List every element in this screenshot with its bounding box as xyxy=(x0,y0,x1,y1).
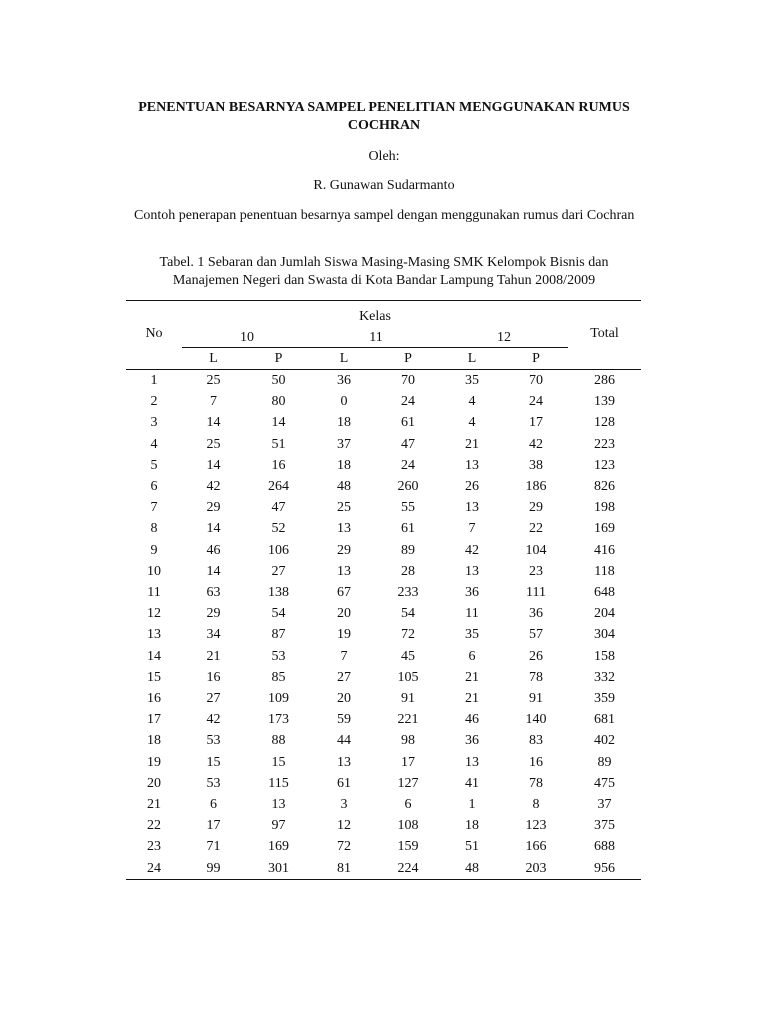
table-cell: 123 xyxy=(525,818,547,834)
row-number-cell: 24 xyxy=(126,858,182,880)
table-cell: 57 xyxy=(529,627,543,643)
table-cell: 97 xyxy=(271,818,286,834)
total-cell: 204 xyxy=(594,606,616,622)
table-cell: 91 xyxy=(529,691,543,707)
table-cell: 35 xyxy=(465,373,479,388)
table-cell: 25 xyxy=(206,436,221,452)
row-number-cell: 19 xyxy=(147,754,161,770)
row-number-cell: 7 xyxy=(150,500,158,516)
table-row xyxy=(126,434,641,455)
table-cell: 13 xyxy=(465,563,479,579)
table-cell: 78 xyxy=(529,669,543,685)
no-header: No xyxy=(126,301,182,370)
table-cell: 166 xyxy=(525,839,547,855)
table-cell: 29 xyxy=(206,500,221,516)
table-cell: 16 xyxy=(271,457,286,473)
table-cell: 47 xyxy=(271,500,286,516)
total-cell: 416 xyxy=(594,542,616,558)
table-row xyxy=(126,773,641,794)
table-cell: 71 xyxy=(206,839,221,855)
total-cell: 475 xyxy=(594,775,616,791)
table-row xyxy=(126,688,641,709)
table-row xyxy=(126,476,641,497)
table-cell: 14 xyxy=(206,521,221,537)
row-number-cell: 23 xyxy=(147,839,161,855)
author-name: R. Gunawan Sudarmanto xyxy=(313,178,455,193)
table-cell: 25 xyxy=(337,500,351,516)
table-cell: 17 xyxy=(401,754,415,770)
table-cell: 20 xyxy=(337,691,351,707)
table-cell: 203 xyxy=(504,858,568,880)
table-cell: 53 xyxy=(271,648,286,664)
table-cell: 28 xyxy=(401,563,415,579)
table-row xyxy=(126,561,641,582)
total-cell: 169 xyxy=(594,521,616,537)
table-cell: 13 xyxy=(465,500,479,516)
table-cell: 21 xyxy=(465,436,479,452)
table-row xyxy=(126,412,641,433)
table-cell: 224 xyxy=(376,858,440,880)
table-cell: 7 xyxy=(468,521,476,537)
class-header-12: 12 xyxy=(440,327,568,348)
table-cell: 15 xyxy=(271,754,286,770)
table-row xyxy=(126,752,641,773)
table-row xyxy=(126,370,641,392)
table-cell: 4 xyxy=(468,415,476,431)
table-row xyxy=(126,858,641,880)
table-cell: 6 xyxy=(404,797,412,813)
document-title xyxy=(128,99,640,135)
table-row xyxy=(126,518,641,539)
total-cell: 826 xyxy=(594,479,616,495)
table-cell: 173 xyxy=(268,712,289,728)
table-cell: 14 xyxy=(206,563,221,579)
table-cell: 24 xyxy=(529,394,543,410)
table-cell: 29 xyxy=(337,542,351,558)
table-row xyxy=(126,540,641,561)
table-cell: 37 xyxy=(337,436,351,452)
table-cell: 18 xyxy=(337,415,351,431)
table-cell: 61 xyxy=(401,415,415,431)
table-cell: 109 xyxy=(268,691,289,707)
table-cell: 83 xyxy=(529,733,543,749)
table-row xyxy=(126,709,641,730)
total-cell: 402 xyxy=(594,733,616,749)
table-cell: 20 xyxy=(337,606,351,622)
table-cell: 13 xyxy=(337,754,351,770)
table-cell: 260 xyxy=(397,479,419,495)
class-header-10: 10 xyxy=(182,327,312,348)
table-cell: 59 xyxy=(337,712,351,728)
title-line-2: COCHRAN xyxy=(347,118,421,133)
table-cell: 13 xyxy=(465,754,479,770)
gender-header: P xyxy=(245,348,312,370)
table-row xyxy=(126,391,641,412)
table-cell: 186 xyxy=(525,479,547,495)
class-header-row xyxy=(126,327,641,348)
table-cell: 80 xyxy=(271,394,286,410)
table-row xyxy=(126,582,641,603)
table-cell: 85 xyxy=(271,669,286,685)
row-number-cell: 9 xyxy=(150,542,158,558)
table-cell: 13 xyxy=(271,797,286,813)
table-cell: 13 xyxy=(337,563,351,579)
table-cell: 169 xyxy=(268,839,289,855)
table-cell: 17 xyxy=(529,415,543,431)
table-cell: 42 xyxy=(206,712,221,728)
table-cell: 36 xyxy=(529,606,543,622)
table-body xyxy=(126,370,641,880)
table-cell: 25 xyxy=(206,373,221,388)
gender-header: P xyxy=(504,348,568,370)
table-cell: 14 xyxy=(271,415,286,431)
table-cell: 44 xyxy=(337,733,351,749)
total-cell: 956 xyxy=(568,858,641,880)
table-cell: 13 xyxy=(465,457,479,473)
table-cell: 42 xyxy=(465,542,479,558)
class-header-11: 11 xyxy=(312,327,440,348)
total-cell: 118 xyxy=(594,563,615,579)
table-cell: 48 xyxy=(337,479,351,495)
table-row xyxy=(126,603,641,624)
row-number-cell: 17 xyxy=(147,712,161,728)
table-cell: 36 xyxy=(337,373,351,388)
table-cell: 301 xyxy=(245,858,312,880)
table-cell: 27 xyxy=(271,563,286,579)
table-cell: 19 xyxy=(337,627,351,643)
total-cell: 128 xyxy=(594,415,616,431)
table-row xyxy=(126,624,641,645)
table-cell: 138 xyxy=(268,585,289,601)
table-cell: 8 xyxy=(532,797,540,813)
table-cell: 35 xyxy=(465,627,479,643)
table-cell: 27 xyxy=(206,691,221,707)
table-cell: 104 xyxy=(525,542,547,558)
caption-line-1: Tabel. 1 Sebaran dan Jumlah Siswa Masing-Masing SMK Kelompok Bisnis dan xyxy=(159,255,609,270)
table-cell: 47 xyxy=(401,436,415,452)
total-cell: 198 xyxy=(594,500,616,516)
row-number-cell: 18 xyxy=(147,733,161,749)
table-row xyxy=(126,497,641,518)
table-cell: 98 xyxy=(401,733,415,749)
table-cell: 26 xyxy=(529,648,543,664)
table-row xyxy=(126,455,641,476)
row-number-cell: 5 xyxy=(150,457,158,473)
table-cell: 29 xyxy=(206,606,221,622)
table-cell: 1 xyxy=(468,797,476,813)
table-cell: 36 xyxy=(465,585,479,601)
total-cell: 139 xyxy=(594,394,616,410)
table-cell: 6 xyxy=(210,797,217,813)
row-number-cell: 14 xyxy=(147,648,161,664)
row-number-cell: 15 xyxy=(147,669,161,685)
row-number-cell: 21 xyxy=(147,797,161,813)
table-row xyxy=(126,646,641,667)
total-cell: 286 xyxy=(594,373,616,388)
row-number-cell: 20 xyxy=(147,775,161,791)
table-cell: 61 xyxy=(401,521,415,537)
table-cell: 88 xyxy=(271,733,286,749)
table-cell: 54 xyxy=(271,606,286,622)
total-header: Total xyxy=(568,301,641,370)
gender-header: L xyxy=(440,348,504,370)
table-cell: 24 xyxy=(401,457,415,473)
gender-header: L xyxy=(182,348,245,370)
table-cell: 29 xyxy=(529,500,543,516)
table-cell: 72 xyxy=(401,627,415,643)
table-cell: 26 xyxy=(465,479,479,495)
table-cell: 159 xyxy=(397,839,419,855)
total-cell: 223 xyxy=(594,436,616,452)
table-cell: 54 xyxy=(401,606,415,622)
table-cell: 99 xyxy=(182,858,245,880)
row-number-cell: 22 xyxy=(147,818,161,834)
table-cell: 51 xyxy=(465,839,479,855)
total-cell: 375 xyxy=(594,818,616,834)
table-cell: 70 xyxy=(529,373,543,388)
table-cell: 108 xyxy=(397,818,419,834)
table-cell: 4 xyxy=(468,394,476,410)
row-number-cell: 3 xyxy=(150,415,158,431)
row-number-cell: 12 xyxy=(147,606,161,622)
total-cell: 123 xyxy=(594,457,616,473)
table-cell: 42 xyxy=(206,479,221,495)
total-cell: 332 xyxy=(594,669,616,685)
table-cell: 27 xyxy=(337,669,351,685)
table-cell: 18 xyxy=(465,818,479,834)
table-cell: 51 xyxy=(271,436,286,452)
row-number-cell: 16 xyxy=(147,691,161,707)
table-cell: 115 xyxy=(268,775,289,791)
table-cell: 87 xyxy=(271,627,286,643)
table-row xyxy=(126,667,641,688)
row-number-cell: 10 xyxy=(147,563,161,579)
table-cell: 34 xyxy=(206,627,221,643)
total-cell: 648 xyxy=(594,585,616,601)
table-cell: 36 xyxy=(465,733,479,749)
total-cell: 37 xyxy=(597,797,612,813)
row-number-cell: 2 xyxy=(150,394,158,410)
table-cell: 16 xyxy=(529,754,543,770)
table-cell: 52 xyxy=(271,521,286,537)
total-cell: 688 xyxy=(594,839,616,855)
by-label: Oleh: xyxy=(368,149,400,164)
table-cell: 221 xyxy=(397,712,419,728)
table-cell: 3 xyxy=(340,797,348,813)
table-cell: 70 xyxy=(401,373,415,388)
table-row xyxy=(126,794,641,815)
table-cell: 91 xyxy=(401,691,415,707)
table-cell: 14 xyxy=(206,415,221,431)
row-number-cell: 1 xyxy=(150,373,158,388)
table-cell: 0 xyxy=(340,394,348,410)
table-cell: 53 xyxy=(206,733,221,749)
table-cell: 21 xyxy=(465,691,479,707)
table-cell: 89 xyxy=(401,542,415,558)
caption-line-2: Manajemen Negeri dan Swasta di Kota Bandar Lampung Tahun 2008/2009 xyxy=(172,273,596,288)
table-cell: 46 xyxy=(206,542,221,558)
row-number-cell: 8 xyxy=(150,521,158,537)
row-number-cell: 11 xyxy=(147,585,161,601)
table-cell: 46 xyxy=(465,712,479,728)
table-cell: 11 xyxy=(465,606,479,622)
table-cell: 67 xyxy=(337,585,351,601)
table-cell: 16 xyxy=(206,669,221,685)
student-distribution-table xyxy=(126,300,641,880)
table-caption xyxy=(140,254,628,290)
table-cell: 38 xyxy=(529,457,543,473)
gender-header: L xyxy=(312,348,376,370)
kelas-header: Kelas xyxy=(182,301,568,328)
total-cell: 89 xyxy=(597,754,612,770)
table-cell: 13 xyxy=(337,521,351,537)
table-cell: 22 xyxy=(529,521,543,537)
table-cell: 45 xyxy=(401,648,415,664)
row-number-cell: 4 xyxy=(150,436,158,452)
table-cell: 140 xyxy=(525,712,547,728)
table-cell: 72 xyxy=(337,839,351,855)
table-cell: 50 xyxy=(271,373,286,388)
table-cell: 42 xyxy=(529,436,543,452)
row-number-cell: 13 xyxy=(147,627,161,643)
table-cell: 24 xyxy=(401,394,415,410)
total-cell: 681 xyxy=(594,712,616,728)
table-cell: 106 xyxy=(268,542,289,558)
table-cell: 14 xyxy=(206,457,221,473)
table-cell: 41 xyxy=(465,775,479,791)
table-cell: 81 xyxy=(312,858,376,880)
table-cell: 23 xyxy=(529,563,543,579)
table-cell: 12 xyxy=(337,818,351,834)
row-number-cell: 6 xyxy=(150,479,158,495)
total-cell: 359 xyxy=(594,691,616,707)
table-cell: 127 xyxy=(397,775,419,791)
table-cell: 233 xyxy=(397,585,419,601)
table-row xyxy=(126,730,641,751)
table-cell: 7 xyxy=(210,394,217,410)
table-cell: 111 xyxy=(526,585,546,601)
table-cell: 21 xyxy=(465,669,479,685)
table-cell: 78 xyxy=(529,775,543,791)
table-cell: 61 xyxy=(337,775,351,791)
table-cell: 15 xyxy=(206,754,221,770)
table-cell: 6 xyxy=(468,648,476,664)
table-cell: 55 xyxy=(401,500,415,516)
table-row xyxy=(126,815,641,836)
table-cell: 63 xyxy=(206,585,221,601)
table-cell: 264 xyxy=(268,479,289,495)
table-cell: 105 xyxy=(397,669,419,685)
intro-paragraph: Contoh penerapan penentuan besarnya sampel dengan menggunakan rumus dari Cochran xyxy=(134,208,635,223)
table-cell: 18 xyxy=(337,457,351,473)
table-cell: 53 xyxy=(206,775,221,791)
total-cell: 158 xyxy=(594,648,616,664)
title-line-1: PENENTUAN BESARNYA SAMPEL PENELITIAN MENGGUNAKAN RUMUS xyxy=(138,100,630,115)
total-cell: 304 xyxy=(594,627,616,643)
table-cell: 21 xyxy=(206,648,221,664)
gender-header: P xyxy=(376,348,440,370)
table-cell: 17 xyxy=(206,818,221,834)
table-cell: 7 xyxy=(340,648,348,664)
table-row xyxy=(126,836,641,857)
table-cell: 48 xyxy=(440,858,504,880)
gender-header-row xyxy=(126,348,641,370)
